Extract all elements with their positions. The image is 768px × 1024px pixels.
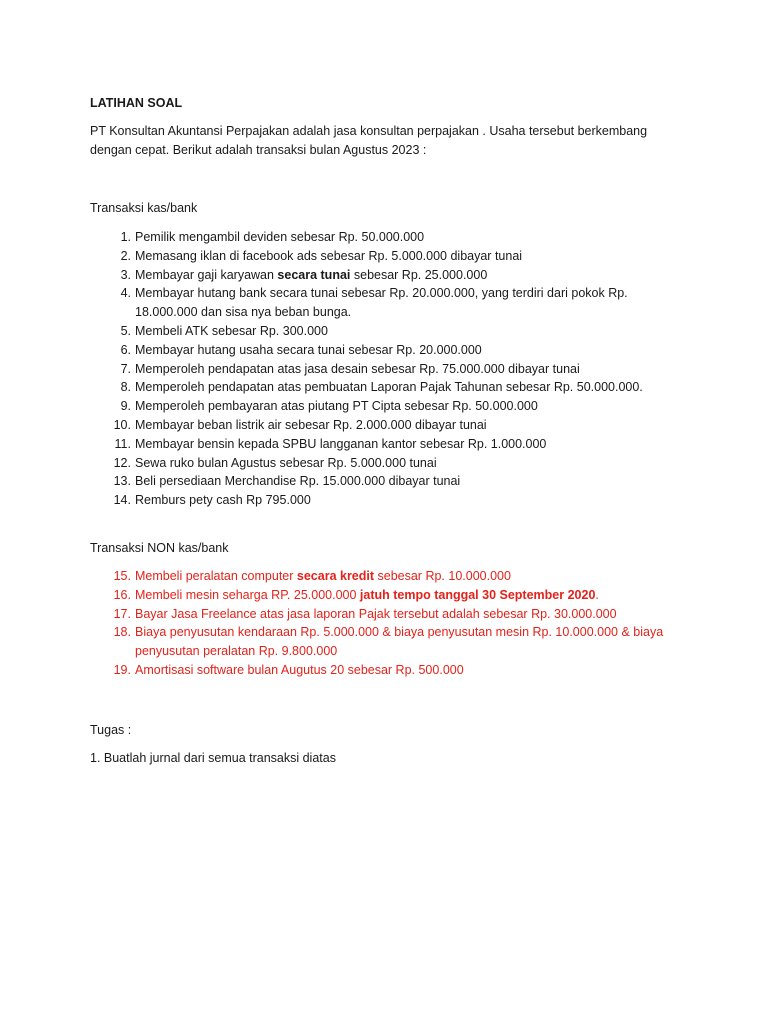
transaction-number: 18 . (109, 623, 131, 642)
transaction-number: 2 . (109, 247, 131, 266)
transaction-item (90, 435, 670, 454)
transaction-item (90, 378, 670, 397)
transaction-number: 17 . (109, 605, 131, 624)
transaction-text: Membeli ATK sebesar Rp. 300.000 (135, 323, 328, 338)
transaction-number: 16 . (109, 586, 131, 605)
transaction-number: 11 . (109, 435, 131, 454)
transaction-text-prefix: Membayar gaji karyawan (135, 267, 278, 282)
transaction-number: 8 . (109, 378, 131, 397)
transaction-number: 4 . (109, 284, 131, 303)
transaction-text: Remburs pety cash Rp 795.000 (135, 493, 311, 508)
transaction-number: 5 . (109, 322, 131, 341)
transaction-number: 6 . (109, 341, 131, 360)
transaction-text: Biaya penyusutan kendaraan Rp. 5.000.000 & biaya penyusutan mesin Rp. 10.000.000 & biaya penyusutan peralatan Rp. 9.800.000 (135, 625, 664, 659)
transaction-text-emphasis: secara tunai (277, 267, 351, 282)
transaction-text-prefix: Membeli peralatan computer (135, 569, 297, 583)
transaction-text-suffix: . (595, 587, 599, 602)
transaction-item (90, 586, 670, 605)
transaction-number: 13 . (109, 472, 131, 491)
transaction-text: Bayar Jasa Freelance atas jasa laporan Pajak tersebut adalah sebesar Rp. 30.000.000 (135, 606, 617, 621)
transaction-number: 9 . (109, 397, 131, 416)
transaction-item (90, 397, 670, 416)
transaction-text: Memasang iklan di facebook ads sebesar Rp. 5.000.000 dibayar tunai (135, 248, 523, 263)
transaction-item (90, 360, 670, 379)
transaction-item (90, 567, 670, 586)
transaction-number: 1 . (109, 228, 131, 247)
tasks-heading: Tugas : (90, 723, 132, 737)
transaction-number: 19 . (109, 661, 131, 680)
transaction-text-suffix: sebesar Rp. 10.000.000 (374, 569, 511, 583)
intro-paragraph: PT Konsultan Akuntansi Perpajakan adalah jasa konsultan perpajakan . Usaha tersebut berkembang dengan cepat. Berikut adalah transaksi bulan Agustus 2023 : (90, 124, 648, 157)
transaction-number: 7 . (109, 360, 131, 379)
transaction-number: 12 . (109, 454, 131, 473)
transaction-number: 15 . (109, 567, 131, 586)
noncash-section-heading: Transaksi NON kas/bank (90, 541, 229, 555)
cash-transaction-list (90, 228, 670, 510)
transaction-number: 14 . (109, 491, 131, 510)
transaction-text: Pemilik mengambil deviden sebesar Rp. 50.000.000 (135, 230, 425, 244)
task-item: 1. Buatlah jurnal dari semua transaksi diatas (90, 751, 336, 765)
transaction-text: Membayar beban listrik air sebesar Rp. 2.000.000 dibayar tunai (135, 417, 487, 432)
transaction-text: Memperoleh pendapatan atas pembuatan Laporan Pajak Tahunan sebesar Rp. 50.000.000. (135, 380, 643, 395)
transaction-item (90, 472, 670, 491)
transaction-text: Sewa ruko bulan Agustus sebesar Rp. 5.000.000 tunai (135, 455, 437, 470)
transaction-text: Beli persediaan Merchandise Rp. 15.000.000 dibayar tunai (135, 474, 461, 489)
transaction-text-emphasis: secara kredit (296, 569, 375, 583)
transaction-text: Membayar hutang usaha secara tunai sebesar Rp. 20.000.000 (135, 342, 482, 357)
transaction-item (90, 284, 670, 322)
transaction-item (90, 247, 670, 266)
transaction-item (90, 454, 670, 473)
transaction-number: 3 . (109, 266, 131, 285)
transaction-item (90, 416, 670, 435)
transaction-item (90, 228, 670, 247)
transaction-text: Memperoleh pembayaran atas piutang PT Cipta sebesar Rp. 50.000.000 (135, 399, 538, 414)
transaction-item (90, 491, 670, 510)
transaction-text: Memperoleh pendapatan atas jasa desain sebesar Rp. 75.000.000 dibayar tunai (135, 361, 580, 376)
transaction-item (90, 605, 670, 624)
transaction-text-emphasis: jatuh tempo tanggal 30 September 2020 (359, 587, 596, 602)
transaction-item (90, 661, 670, 680)
transaction-text: Membayar bensin kepada SPBU langganan kantor sebesar Rp. 1.000.000 (135, 436, 547, 451)
transaction-item (90, 341, 670, 360)
transaction-text-suffix: sebesar Rp. 25.000.000 (350, 267, 488, 282)
document-title: LATIHAN SOAL (90, 96, 183, 110)
transaction-item (90, 322, 670, 341)
transaction-text: Membayar hutang bank secara tunai sebesar Rp. 20.000.000, yang terdiri dari pokok Rp. 18.000.000 dan sisa nya beban bunga. (135, 286, 628, 320)
transaction-text-prefix: Membeli mesin seharga RP. 25.000.000 (135, 587, 360, 602)
noncash-transaction-list (90, 567, 670, 680)
transaction-text: Amortisasi software bulan Augutus 20 sebesar Rp. 500.000 (135, 662, 464, 677)
transaction-item (90, 266, 670, 285)
cash-section-heading: Transaksi kas/bank (90, 201, 198, 215)
transaction-number: 10 . (109, 416, 131, 435)
transaction-item (90, 623, 670, 661)
